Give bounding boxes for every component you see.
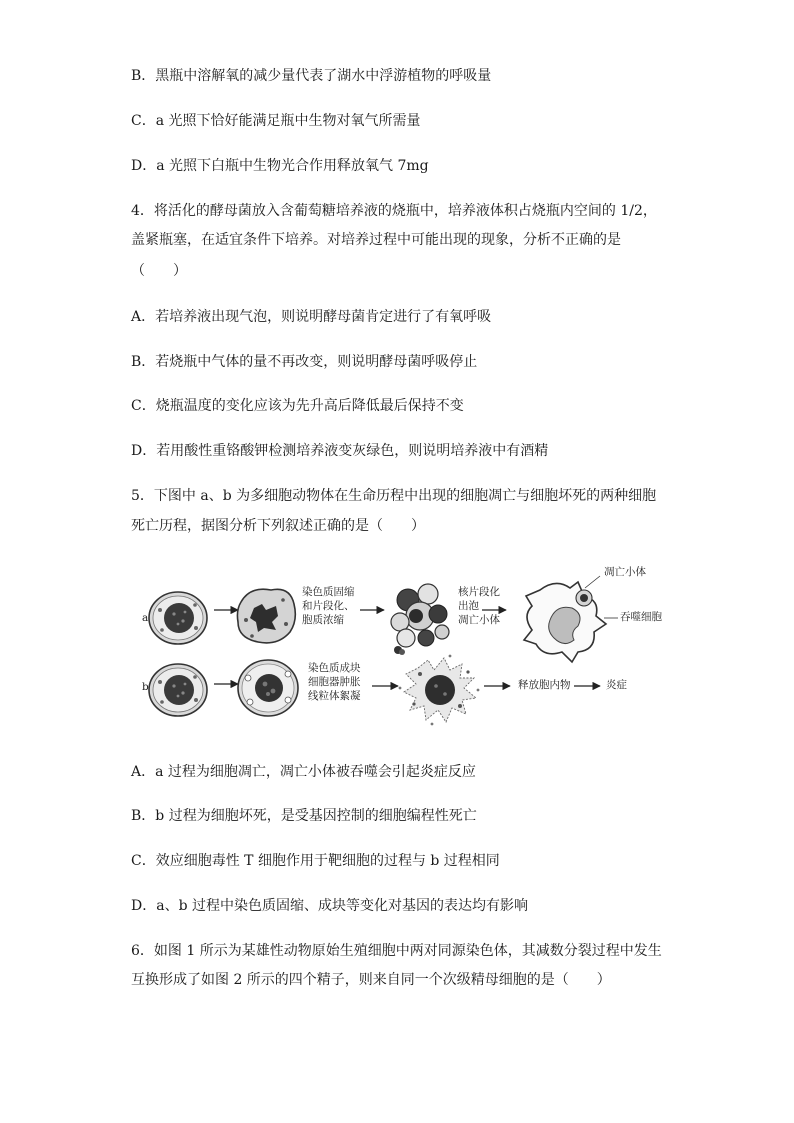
- q5-stem-line1: 5．下图中 a、b 为多细胞动物体在生命历程中出现的细胞凋亡与细胞坏死的两种细胞: [131, 488, 657, 504]
- q5-option-c: C．效应细胞毒性 T 细胞作用于靶细胞的过程与 b 过程相同: [131, 853, 500, 869]
- b-step1-line2: 细胞器肿胀: [308, 676, 361, 688]
- q4-stem-line2: 盖紧瓶塞，在适宜条件下培养。对培养过程中可能出现的现象，分析不正确的是: [131, 232, 621, 248]
- a-step2-line1: 核片段化: [458, 586, 500, 598]
- q4-option-a: A．若培养液出现气泡，则说明酵母菌肯定进行了有氧呼吸: [131, 309, 492, 325]
- q4-option-c: C．烧瓶温度的变化应该为先升高后降低最后保持不变: [131, 398, 464, 414]
- row-b-label: b: [142, 681, 149, 693]
- q4-stem-line1: 4．将活化的酵母菌放入含葡萄糖培养液的烧瓶中，培养液体积占烧瓶内空间的 1/2，: [131, 203, 657, 219]
- phagocyte-cell: [524, 582, 606, 662]
- a-step2-line3: 凋亡小体: [458, 614, 500, 626]
- swollen-cell-b: [238, 660, 298, 716]
- q4-option-d: D．若用酸性重铬酸钾检测培养液变灰绿色，则说明培养液中有酒精: [131, 443, 549, 459]
- b-step1-line3: 线粒体絮凝: [308, 690, 361, 702]
- b-step1-line1: 染色质成块: [308, 662, 361, 674]
- a-step1-line1: 染色质固缩: [302, 586, 355, 598]
- q3-option-c: C．a 光照下恰好能满足瓶中生物对氧气所需量: [131, 113, 421, 129]
- normal-cell-b: [149, 664, 207, 716]
- q3-option-b: B．黑瓶中溶解氧的减少量代表了湖水中浮游植物的呼吸量: [131, 68, 492, 84]
- inflammation-label: 炎症: [606, 679, 627, 691]
- release-label: 释放胞内物: [518, 679, 571, 691]
- blebbing-cell-a: [391, 584, 449, 655]
- q5-stem-line2: 死亡历程，据图分析下列叙述正确的是（ ）: [131, 518, 425, 534]
- q4-answer-paren: （ ）: [131, 263, 187, 279]
- a-step2-line2: 出泡: [458, 600, 479, 612]
- q5-option-d: D．a、b 过程中染色质固缩、成块等变化对基因的表达均有影响: [131, 898, 528, 914]
- q3-option-d: D．a 光照下白瓶中生物光合作用释放氧气 7mg: [131, 158, 429, 174]
- normal-cell-a: [149, 592, 207, 644]
- shrunken-cell-a: [237, 589, 295, 643]
- a-step1-line3: 胞质浓缩: [302, 614, 344, 626]
- q6-stem-line2: 互换形成了如图 2 所示的四个精子，则来自同一个次级精母细胞的是（ ）: [131, 972, 611, 988]
- phagocyte-label: 吞噬细胞: [620, 611, 662, 623]
- row-a-label: a: [142, 612, 149, 624]
- q6-stem-line1: 6．如图 1 所示为某雄性动物原始生殖细胞中两对同源染色体，其减数分裂过程中发生: [131, 943, 662, 959]
- a-step1-line2: 和片段化、: [302, 600, 355, 612]
- cell-death-figure: [138, 560, 682, 740]
- ruptured-cell-b: [399, 655, 480, 726]
- cell-death-diagram: [138, 560, 682, 740]
- apoptotic-body-label: 凋亡小体: [604, 566, 646, 578]
- q4-option-b: B．若烧瓶中气体的量不再改变，则说明酵母菌呼吸停止: [131, 354, 478, 370]
- q5-option-a: A．a 过程为细胞凋亡，凋亡小体被吞噬会引起炎症反应: [131, 764, 476, 780]
- q5-option-b: B．b 过程为细胞坏死，是受基因控制的细胞编程性死亡: [131, 808, 477, 824]
- apoptotic-body-pointer: [585, 576, 600, 588]
